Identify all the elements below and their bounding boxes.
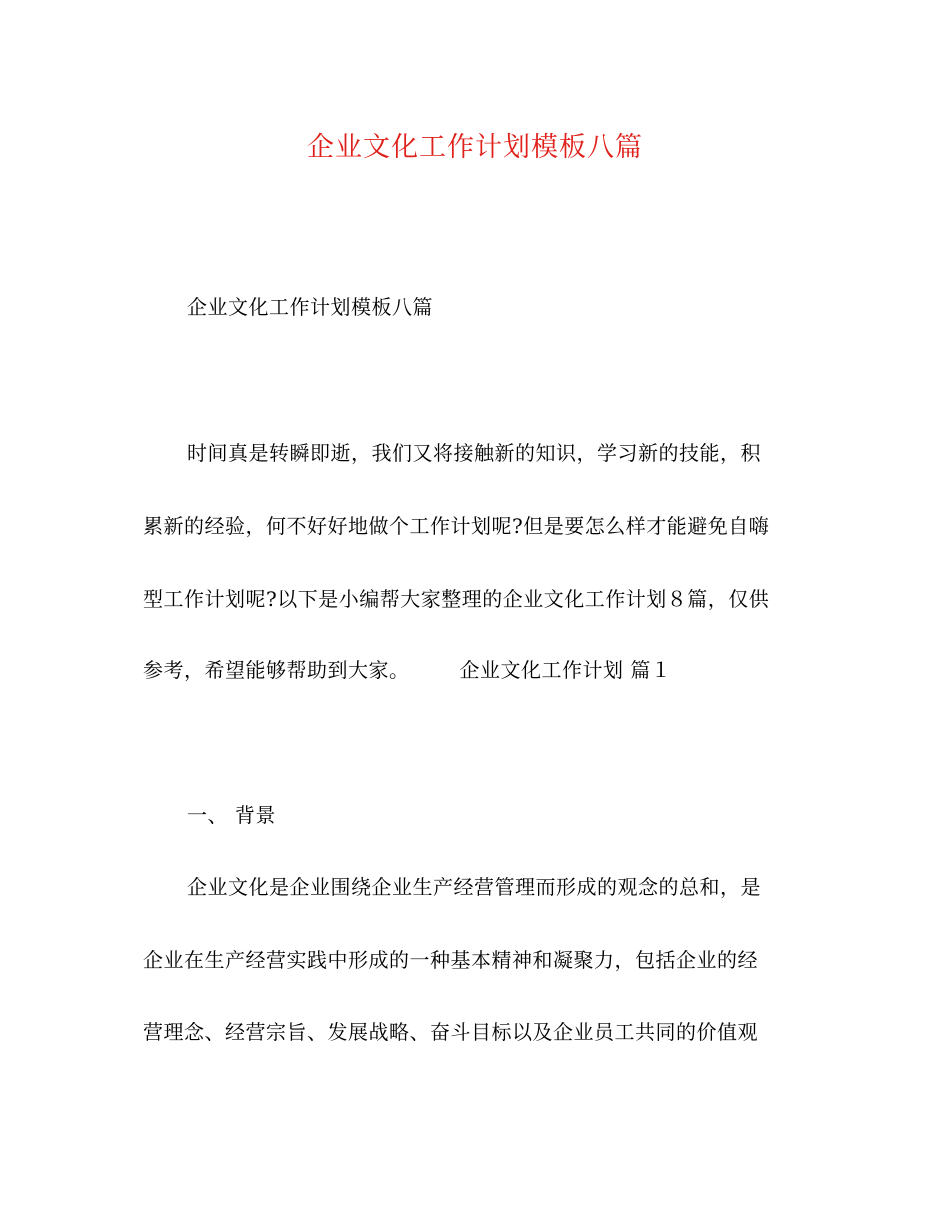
document-title: 企业文化工作计划模板八篇 [307, 132, 643, 163]
section-heading-background: 一、 背景 [187, 803, 276, 827]
intro-line-4-text: 参考，希望能够帮助到大家。 [143, 658, 410, 682]
body-line-1: 企业文化是企业围绕企业生产经营管理而形成的观念的总和，是 [187, 875, 761, 899]
body-line-2: 企业在生产经营实践中形成的一种基本精神和凝聚力，包括企业的经 [143, 948, 758, 972]
document-subtitle: 企业文化工作计划模板八篇 [187, 295, 433, 319]
intro-line-4 [143, 655, 671, 685]
intro-line-1: 时间真是转瞬即逝，我们又将接触新的知识，学习新的技能，积 [187, 441, 761, 465]
intro-line-2: 累新的经验，何不好好地做个工作计划呢?但是要怎么样才能避免自嗨 [143, 514, 770, 538]
intro-line-3: 型工作计划呢?以下是小编帮大家整理的企业文化工作计划８篇，仅供 [143, 587, 770, 611]
body-line-3: 营理念、经营宗旨、发展战略、奋斗目标以及企业员工共同的价值观 [143, 1020, 758, 1044]
section-reference: 企业文化工作计划 篇１ [459, 658, 672, 682]
